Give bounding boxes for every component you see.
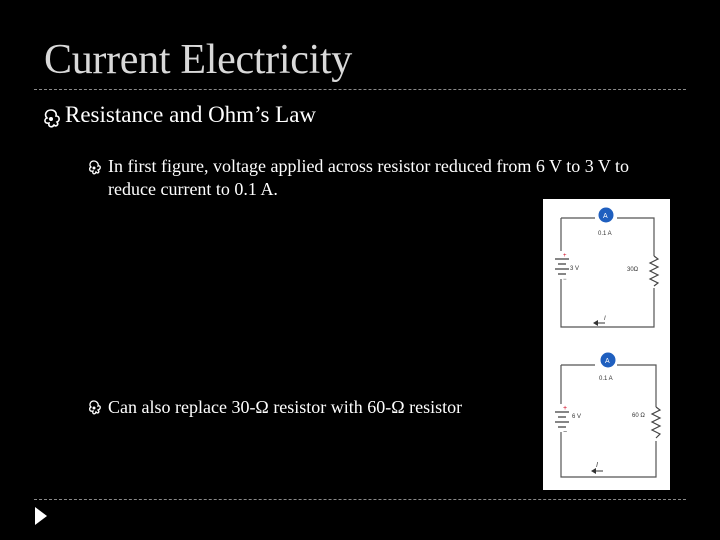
- circuit-figure: [543, 199, 670, 490]
- battery-plus-sign: +: [563, 405, 568, 412]
- battery-plus-sign: +: [563, 253, 567, 259]
- circuit-1: [555, 207, 659, 327]
- sub-bullet-replace-resistor: Can also replace 30-Ω resistor with 60-Ω resistor: [108, 397, 463, 417]
- resistance-label: 60 Ω: [632, 413, 645, 419]
- play-arrow-icon[interactable]: [33, 505, 49, 527]
- fleuron-bullet-icon: [86, 400, 102, 416]
- slide-title: Current Electricity: [44, 37, 353, 83]
- fleuron-bullet-icon: [40, 108, 62, 130]
- voltage-label: 3 V: [570, 266, 580, 272]
- ammeter-letter: A: [603, 213, 608, 220]
- sub-bullet-voltage-reduced: In first figure, voltage applied across resistor reduced from 6 V to 3 V to reduce current to 0.1 A.: [108, 156, 630, 199]
- current-symbol: I: [596, 462, 598, 469]
- battery-minus-sign: −: [563, 429, 568, 436]
- battery-minus-sign: −: [563, 277, 567, 283]
- fleuron-bullet-icon: [86, 160, 102, 176]
- footer-divider: [34, 499, 686, 500]
- current-symbol: I: [604, 316, 606, 322]
- current-label: 0.1 A: [598, 231, 612, 237]
- ammeter-letter: A: [605, 358, 610, 365]
- title-divider: [34, 89, 686, 90]
- resistance-label: 30Ω: [627, 267, 639, 273]
- bullet-resistance-ohms-law: Resistance and Ohm’s Law: [65, 102, 317, 127]
- circuit-2: [555, 352, 661, 477]
- current-label: 0.1 A: [599, 376, 613, 382]
- voltage-label: 6 V: [572, 414, 582, 420]
